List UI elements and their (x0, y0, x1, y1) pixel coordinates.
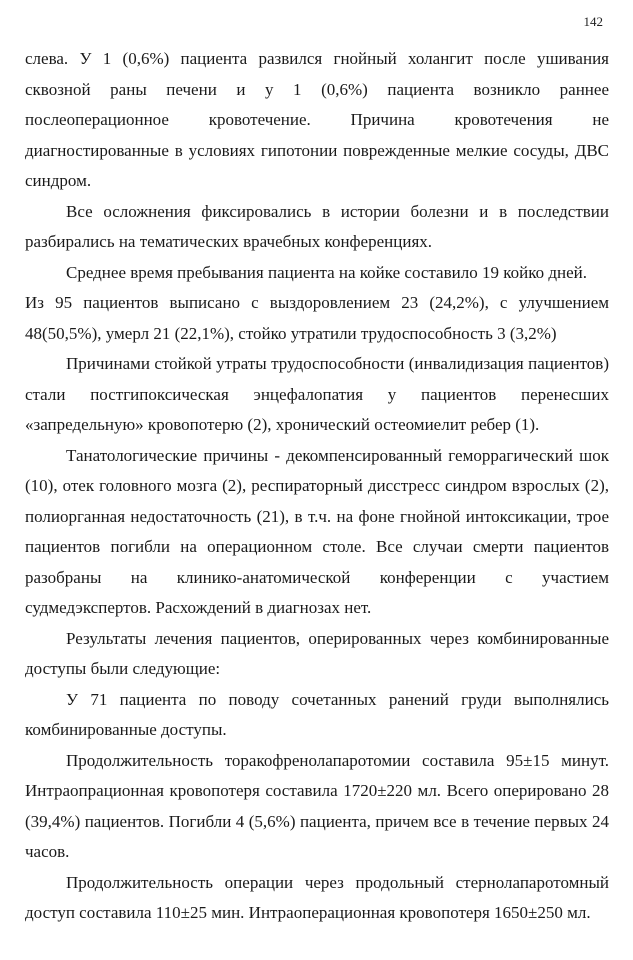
paragraph: Танатологические причины - декомпенсированный геморрагический шок (10), отек головного мозга (2), респираторный дисстресс синдром взрослых (2), полиорганная недостаточность (21), в т.ч. на фоне гнойной интоксикации, трое пациентов погибли на операционном столе. Все случаи смерти пациентов разобраны на клинико-анатомической конференции с участием судмедэкспертов. Расхождений в диагнозах нет. (25, 445, 609, 617)
paragraph: Результаты лечения пациентов, оперированных через комбинированные доступы были следующие: (25, 628, 609, 678)
paragraph: слева. У 1 (0,6%) пациента развился гнойный холангит после ушивания сквозной раны печени и у 1 (0,6%) пациента возникло раннее послеоперационное кровотечение. Причина кровотечения не диагностированные в условиях гипотонии поврежденные мелкие сосуды, ДВС синдром. (25, 49, 609, 190)
paragraph: Продолжительность операции через продольный стернолапаротомный доступ составила 110±25 мин. Интраоперационная кровопотеря 1650±250 мл. (25, 872, 609, 922)
paragraph: Из 95 пациентов выписано с выздоровлением 23 (24,2%), с улучшением 48(50,5%), умерл 21 (22,1%), стойко утратили трудоспособность 3 (3,2%) (25, 293, 609, 343)
page-number: 142 (583, 14, 603, 29)
paragraph: Причинами стойкой утраты трудоспособности (инвалидизация пациентов) стали постгипоксическая энцефалопатия у пациентов перенесших «запредельную» кровопотерю (2), хронический остеомиелит ребер (1). (25, 354, 609, 434)
paragraph: У 71 пациента по поводу сочетанных ранений груди выполнялись комбинированные доступы. (25, 689, 609, 739)
document-body (25, 44, 609, 929)
paragraph: Среднее время пребывания пациента на койке составило 19 койко дней. (66, 262, 587, 282)
paragraph: Все осложнения фиксировались в истории болезни и в последствии разбирались на тематических врачебных конференциях. (25, 201, 609, 251)
paragraph: Продолжительность торакофренолапаротомии составила 95±15 минут. Интраопрационная кровопотеря составила 1720±220 мл. Всего оперировано 28 (39,4%) пациентов. Погибли 4 (5,6%) пациента, причем все в течение первых 24 часов. (25, 750, 609, 861)
